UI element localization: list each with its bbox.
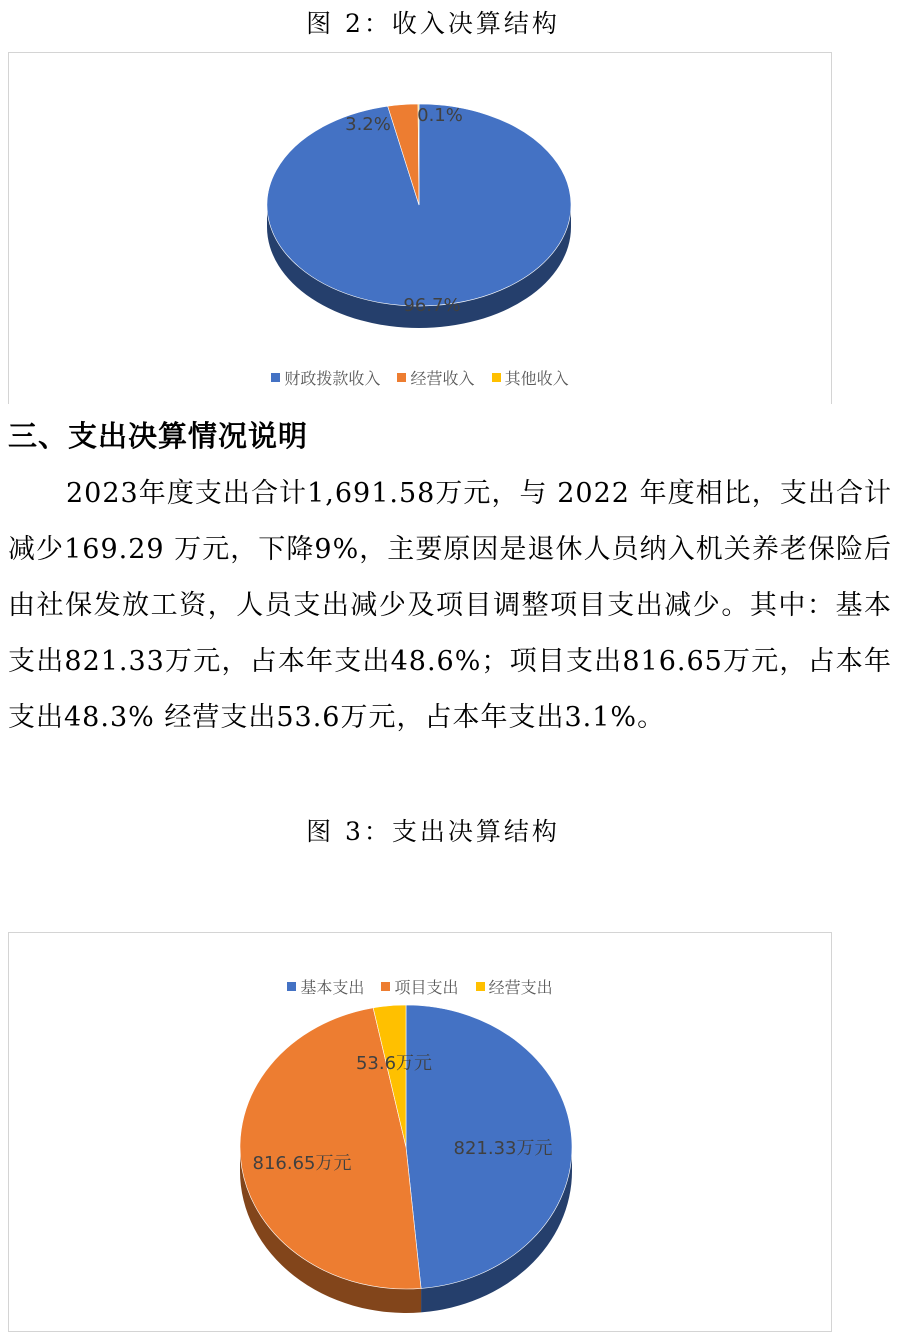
section-heading: 三、支出决算情况说明 xyxy=(8,419,309,453)
data-label-基本支出: 821.33万元 xyxy=(453,1138,553,1159)
legend-item-operating: 经营收入 xyxy=(397,366,474,389)
legend-item-business: 经营支出 xyxy=(476,975,553,998)
legend-item-other: 其他收入 xyxy=(492,366,569,389)
data-label-其他收入: 0.1% xyxy=(417,105,463,126)
income-pie-svg xyxy=(9,53,833,405)
expenditure-legend xyxy=(9,975,831,998)
expenditure-pie-chart xyxy=(8,932,832,1332)
income-pie-chart xyxy=(8,52,832,404)
data-label-经营收入: 3.2% xyxy=(345,114,391,135)
income-legend xyxy=(9,366,831,389)
data-label-经营支出: 53.6万元 xyxy=(355,1053,433,1074)
legend-item-project: 项目支出 xyxy=(381,975,458,998)
figure-2-caption: 图 2：收入决算结构 xyxy=(306,9,560,38)
legend-item-basic: 基本支出 xyxy=(287,975,364,998)
data-label-项目支出: 816.65万元 xyxy=(252,1153,352,1174)
data-label-财政拨款收入: 96.7% xyxy=(403,295,461,316)
expenditure-paragraph: 2023年度支出合计1,691.58万元，与 2022 年度相比，支出合计减少169.29 万元，下降9%，主要原因是退休人员纳入机关养老保险后由社保发放工资，人员支出减少及项目调整项目支出减少。其中：基本支出821.33万元，占本年支出48.6%；项目支出816.65万元，占本年支出48.3% 经营支出53.6万元，占本年支出3.1%。 xyxy=(8,478,892,733)
figure-3-caption: 图 3：支出决算结构 xyxy=(306,817,560,846)
legend-item-fiscal: 财政拨款收入 xyxy=(271,366,380,389)
